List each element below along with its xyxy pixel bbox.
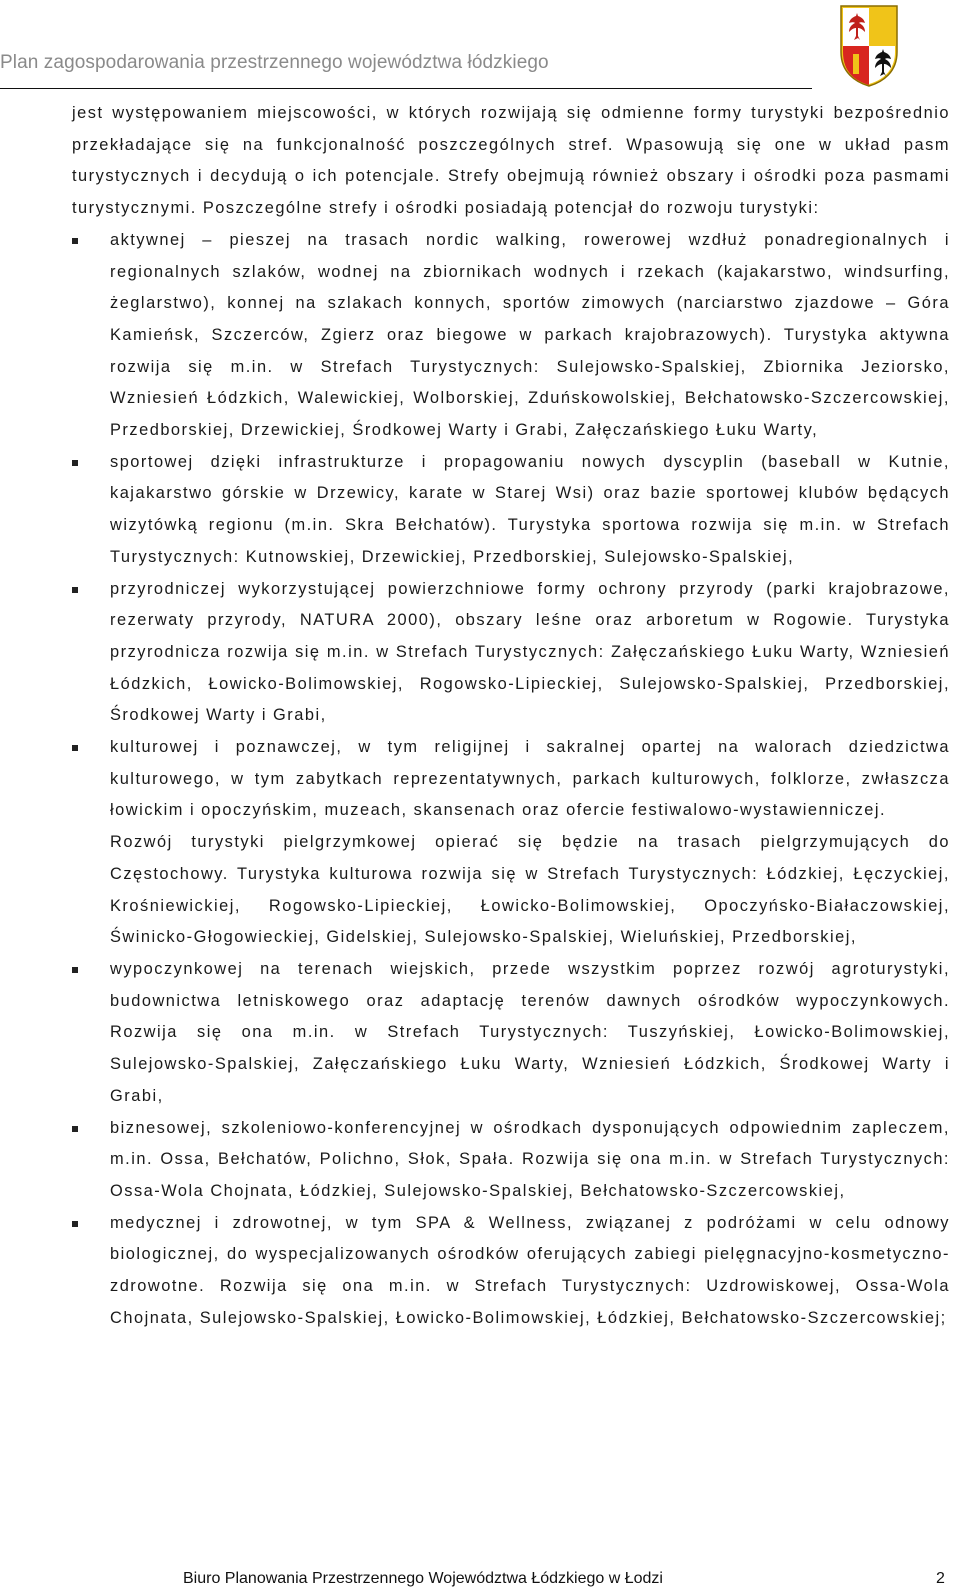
list-item xyxy=(72,954,950,1113)
header-divider xyxy=(0,88,812,89)
square-bullet-icon xyxy=(72,587,78,593)
document-body xyxy=(72,98,950,1334)
list-item xyxy=(72,574,950,733)
list-item-text: przyrodniczej wykorzystującej powierzchniowe formy ochrony przyrody (parki krajobrazowe, rezerwaty przyrody, NATURA 2000), obszary leśne oraz arboretum w Rogowie. Turystyka przyrodnicza rozwija się m.in. w Strefach Turystycznych: Załęczańskiego Łuku Warty, Wzniesień Łódzkich, Łowicko-Bolimowskiej, Rogowsko-Lipieckiej, Sulejowsko-Spalskiej, Przedborskiej, Środkowej Warty i Grabi, xyxy=(110,579,950,725)
list-item-continuation: Rozwój turystyki pielgrzymkowej opierać się będzie na trasach pielgrzymujących do Częstochowy. Turystyka kulturowa rozwija się w Strefach Turystycznych: Łódzkiej, Łęczyckiej, Krośniewickiej, Rogowsko-Lipieckiej, Łowicko-Bolimowskiej, Opoczyńsko-Białaczowskiej, Świnicko-Głogowieckiej, Gidelskiej, Sulejowsko-Spalskiej, Wieluńskiej, Przedborskiej, xyxy=(110,833,950,947)
page-header xyxy=(0,0,960,95)
square-bullet-icon xyxy=(72,745,78,751)
intro-paragraph: jest występowaniem miejscowości, w których rozwijają się odmienne formy turystyki bezpośrednio przekładające się na funkcjonalność poszczególnych stref. Wpasowują się one w układ pasm turystycznych i decydują o ich potencjale. Strefy obejmują również obszary i ośrodki poza pasmami turystycznymi. Poszczególne strefy i ośrodki posiadają potencjał do rozwoju turystyki: xyxy=(72,104,950,218)
list-item-text: wypoczynkowej na terenach wiejskich, przede wszystkim poprzez rozwój agroturystyki, budownictwa letniskowego oraz adaptację terenów dawnych ośrodków wypoczynkowych. Rozwija się ona m.in. w Strefach Turystycznych: Tuszyńskiej, Łowicko-Bolimowskiej, Sulejowsko-Spalskiej, Załęczańskiego Łuku Warty, Wzniesień Łódzkich, Środkowej Warty i Grabi, xyxy=(110,959,950,1105)
square-bullet-icon xyxy=(72,460,78,466)
list-item-text: aktywnej – pieszej na trasach nordic walking, rowerowej wzdłuż ponadregionalnych i regionalnych szlaków, wodnej na zbiornikach wodnych i rzekach (kajakarstwo, windsurfing, żeglarstwo), konnej na szlakach konnych, sportów zimowych (narciarstwo zjazdowe – Góra Kamieńsk, Szczerców, Zgierz oraz biegowe w parkach krajobrazowych). Turystyka aktywna rozwija się m.in. w Strefach Turystycznych: Sulejowsko-Spalskiej, Zbiornika Jeziorsko, Wzniesień Łódzkich, Walewickiej, Wolborskiej, Zduńskowolskiej, Bełchatowsko-Szczercowskiej, Przedborskiej, Drzewickiej, Środkowej Warty i Grabi, Załęczańskiego Łuku Warty, xyxy=(110,230,950,440)
square-bullet-icon xyxy=(72,1221,78,1227)
list-item-text: medycznej i zdrowotnej, w tym SPA & Wellness, związanej z podróżami w celu odnowy biologicznej, do wyspecjalizowanych ośrodków oferujących zabiegi pielęgnacyjno-kosmetyczno-zdrowotne. Rozwija się ona m.in. w Strefach Turystycznych: Uzdrowiskowej, Ossa-Wola Chojnata, Sulejowsko-Spalskiej, Łowicko-Bolimowskiej, Łódzkiej, Bełchatowsko-Szczercowskiej; xyxy=(110,1213,950,1327)
list-item-text: kulturowej i poznawczej, w tym religijnej i sakralnej opartej na walorach dziedzictwa kulturowego, w tym zabytkach reprezentatywnych, parkach kulturowych, folklorze, zwłaszcza łowickim i opoczyńskim, muzeach, skansenach oraz ofercie festiwalowo-wystawienniczej. xyxy=(110,738,950,820)
document-title: Plan zagospodarowania przestrzennego województwa łódzkiego xyxy=(0,52,549,73)
square-bullet-icon xyxy=(72,1126,78,1132)
square-bullet-icon xyxy=(72,967,78,973)
list-item xyxy=(72,225,950,447)
list-item xyxy=(72,1113,950,1208)
list-item xyxy=(72,732,950,954)
footer-organization: Biuro Planowania Przestrzennego Województwa Łódzkiego w Łodzi xyxy=(183,1570,663,1587)
list-item-text: biznesowej, szkoleniowo-konferencyjnej w ośrodkach dysponujących odpowiednim zapleczem, m.in. Ossa, Bełchatów, Polichno, Słok, Spała. Rozwija się ona m.in. w Strefach Turystycznych: Ossa-Wola Chojnata, Łódzkiej, Sulejowsko-Spalskiej, Bełchatowsko-Szczercowskiej, xyxy=(110,1118,950,1200)
tourism-forms-list xyxy=(72,225,950,1335)
list-item-text: sportowej dzięki infrastrukturze i propagowaniu nowych dyscyplin (baseball w Kutnie, kajakarstwo górskie w Drzewicy, karate w Starej Wsi) oraz bazie sportowej klubów będących wizytówką regionu (m.in. Skra Bełchatów). Turystyka sportowa rozwija się m.in. w Strefach Turystycznych: Kutnowskiej, Drzewickiej, Przedborskiej, Sulejowsko-Spalskiej, xyxy=(110,452,950,566)
square-bullet-icon xyxy=(72,238,78,244)
list-item xyxy=(72,447,950,574)
list-item xyxy=(72,1208,950,1335)
page-number: 2 xyxy=(936,1570,945,1587)
lodzkie-coat-of-arms-icon xyxy=(839,4,899,88)
